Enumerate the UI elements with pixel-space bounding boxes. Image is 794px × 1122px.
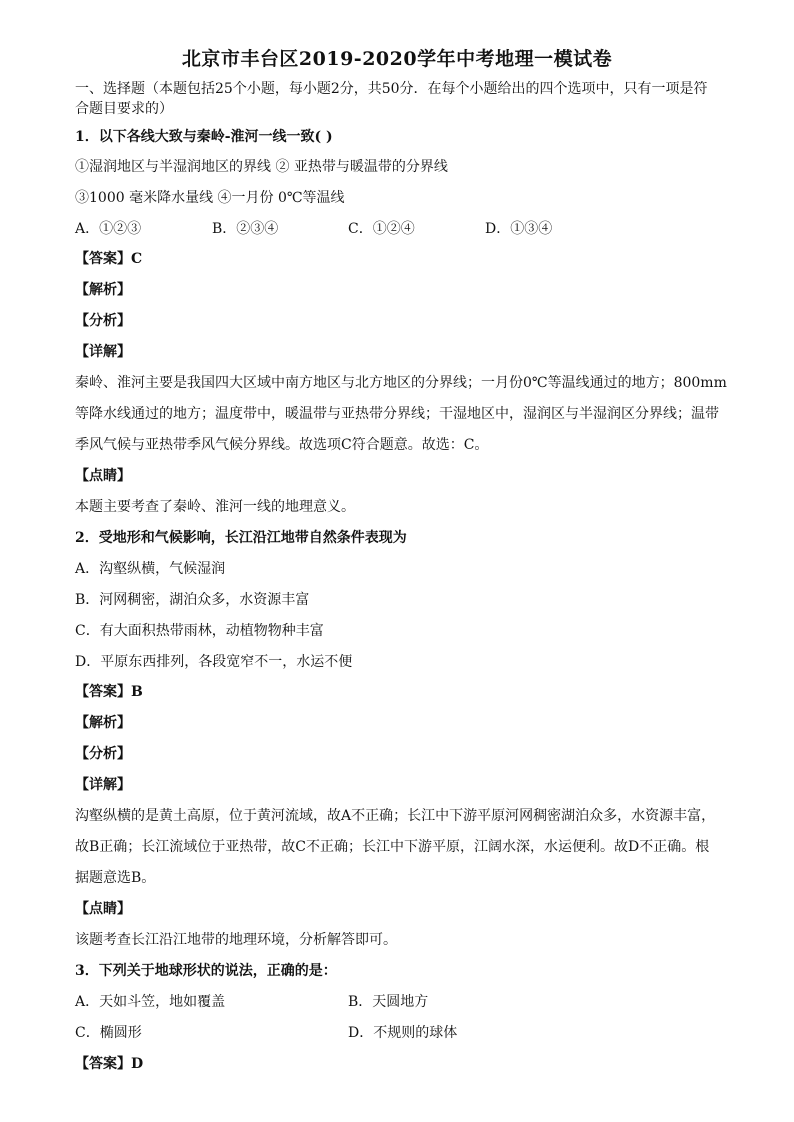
question-1-option-c: C．①②④ xyxy=(348,221,415,237)
section-intro-line-1: 一、选择题（本题包括25个小题，每小题2分，共50分．在每个小题给出的四个选项中，只有一项是符 xyxy=(75,81,708,97)
question-2-option-d: D．平原东西排列，各段宽窄不一，水运不便 xyxy=(75,654,353,670)
section-intro-line-2: 合题目要求的） xyxy=(75,101,173,117)
question-2-comment: 该题考查长江沿江地带的地理环境，分析解答即可。 xyxy=(75,932,397,948)
question-1-comment-heading: 【点睛】 xyxy=(75,468,131,484)
question-1-comment: 本题主要考查了秦岭、淮河一线的地理意义。 xyxy=(75,499,355,515)
question-1-option-b: B．②③④ xyxy=(212,221,279,237)
question-1-option-d: D．①③④ xyxy=(485,221,553,237)
question-2-detail-heading: 【详解】 xyxy=(75,777,131,793)
question-3-option-c: C．椭圆形 xyxy=(75,1025,142,1041)
question-2-analysis-heading: 【解析】 xyxy=(75,715,131,731)
question-1-detail-heading: 【详解】 xyxy=(75,344,131,360)
question-2-stem: 2．受地形和气候影响，长江沿江地带自然条件表现为 xyxy=(75,530,407,546)
question-3-stem: 3．下列关于地球形状的说法，正确的是： xyxy=(75,963,337,979)
page-title: 北京市丰台区2019-2020学年中考地理一模试卷 xyxy=(181,48,613,70)
question-3-option-d: D．不规则的球体 xyxy=(348,1025,458,1041)
question-2-option-b: B．河网稠密，湖泊众多，水资源丰富 xyxy=(75,592,310,608)
question-1-detail-line-2: 等降水线通过的地方；温度带中，暖温带与亚热带分界线；干湿地区中，湿润区与半湿润区分界线；温带 xyxy=(75,406,719,422)
question-1-answer: 【答案】C xyxy=(75,251,143,267)
question-1-detail-line-3: 季风气候与亚热带季风气候分界线。故选项C符合题意。故选：C。 xyxy=(75,437,489,453)
question-2-detail-line-3: 据题意选B。 xyxy=(75,870,156,886)
question-2-option-a: A．沟壑纵横，气候湿润 xyxy=(75,561,226,577)
question-2-answer: 【答案】B xyxy=(75,684,143,700)
question-1-stem: 1．以下各线大致与秦岭-淮河一线一致( ) xyxy=(75,129,333,145)
question-1-detail-line-1: 秦岭、淮河主要是我国四大区域中南方地区与北方地区的分界线；一月份0℃等温线通过的地方；800mm xyxy=(75,375,727,391)
question-1-statement-2: ③1000 毫米降水量线 ④一月份 0℃等温线 xyxy=(75,190,345,206)
question-2-option-c: C．有大面积热带雨林，动植物物种丰富 xyxy=(75,623,324,639)
question-3-answer: 【答案】D xyxy=(75,1056,144,1072)
question-2-comment-heading: 【点睛】 xyxy=(75,901,131,917)
question-2-detail-line-2: 故B正确；长江流域位于亚热带，故C不正确；长江中下游平原，江阔水深，水运便利。故D不正确。根 xyxy=(75,839,710,855)
question-1-option-a: A．①②③ xyxy=(75,221,142,237)
question-2-detail-line-1: 沟壑纵横的是黄土高原，位于黄河流域，故A不正确；长江中下游平原河网稠密湖泊众多，水资源丰富， xyxy=(75,808,716,824)
question-3-option-b: B．天圆地方 xyxy=(348,994,429,1010)
question-1-fenxi-heading: 【分析】 xyxy=(75,313,131,329)
question-2-fenxi-heading: 【分析】 xyxy=(75,746,131,762)
question-3-option-a: A．天如斗笠，地如覆盖 xyxy=(75,994,226,1010)
question-1-analysis-heading: 【解析】 xyxy=(75,282,131,298)
question-1-statement-1: ①湿润地区与半湿润地区的界线 ② 亚热带与暖温带的分界线 xyxy=(75,159,448,175)
